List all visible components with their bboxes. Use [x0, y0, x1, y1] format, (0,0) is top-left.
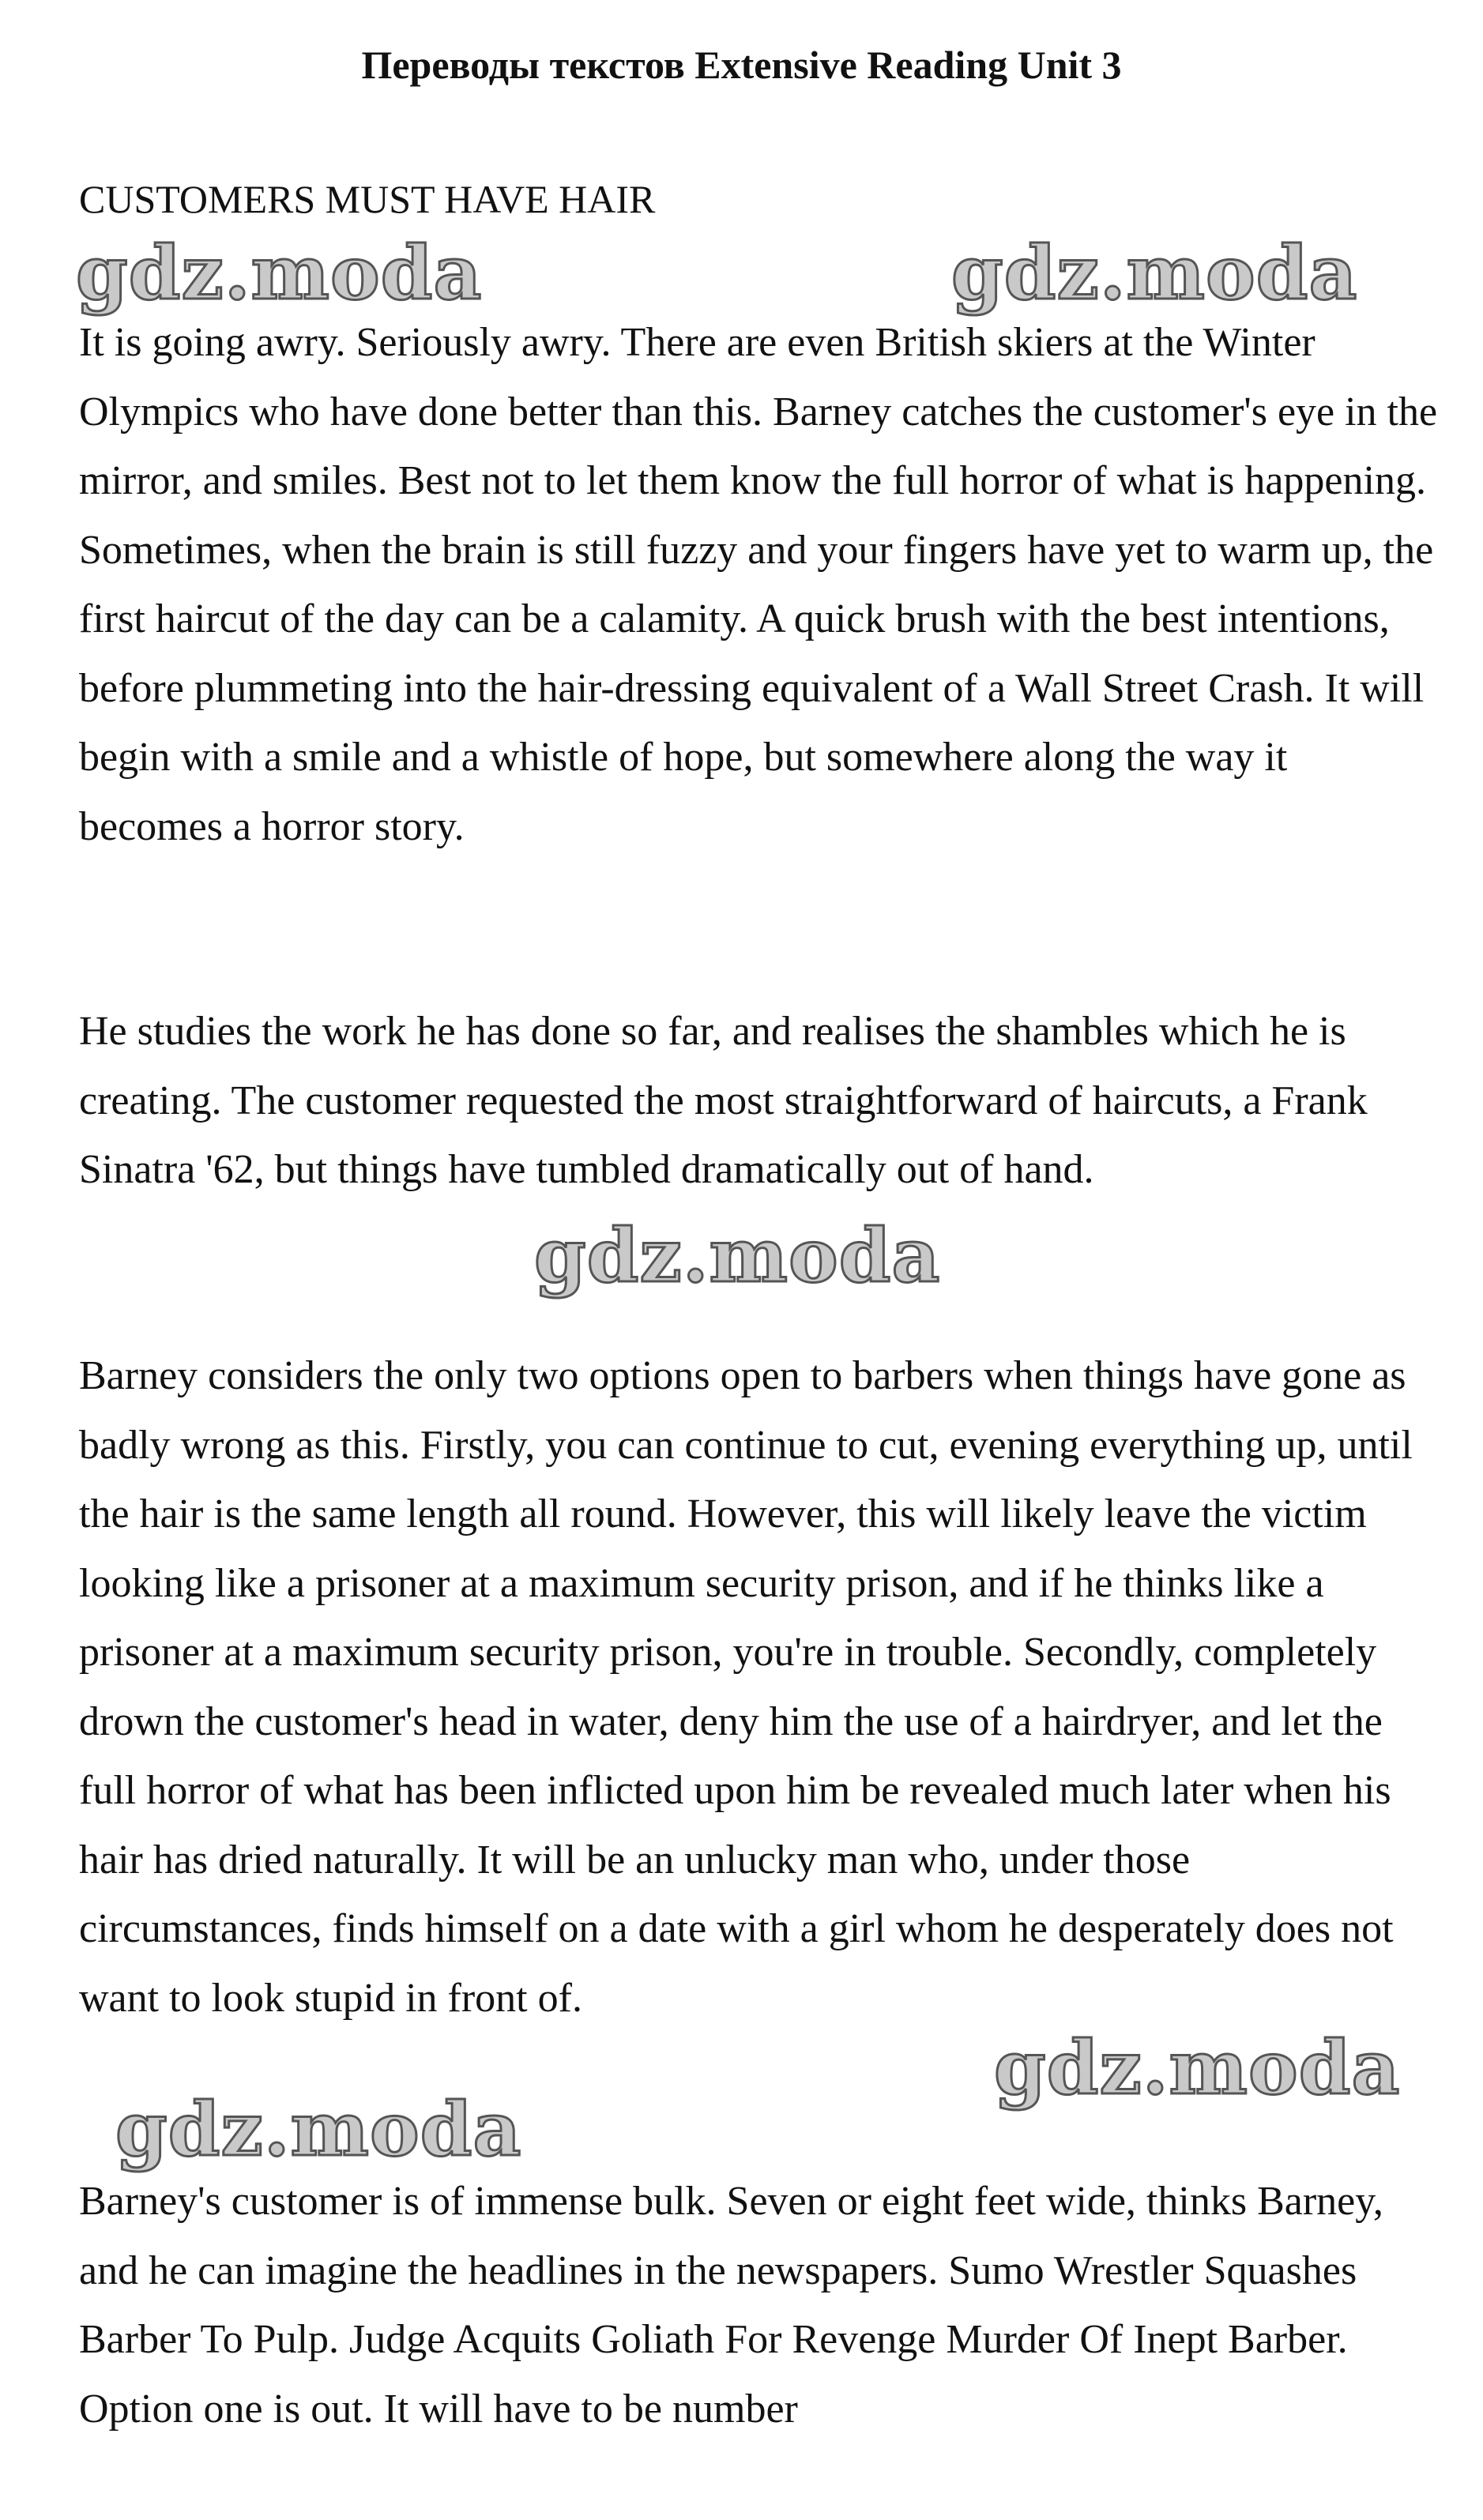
watermark-logo: gdz.moda	[951, 230, 1358, 317]
watermark-logo: gdz.moda	[76, 230, 483, 317]
story-heading: CUSTOMERS MUST HAVE HAIR	[79, 177, 656, 221]
watermark-logo: gdz.moda	[994, 2025, 1401, 2112]
page-title: Переводы текстов Extensive Reading Unit 3	[361, 43, 1122, 87]
story-paragraph-4: Barney's customer is of immense bulk. Seven or eight feet wide, thinks Barney, and he can imagine the headlines in the newspapers. Sumo Wrestler Squashes Barber To Pulp. Judge Acquits Goliath For Revenge Murder Of Inept Barber. Option one is out. It will have to be number	[79, 2179, 1383, 2432]
watermark-logo: gdz.moda	[115, 2086, 522, 2173]
story-paragraph-3: Barney considers the only two options open to barbers when things have gone as badly wrong as this. Firstly, you can continue to cut, evening everything up, until the hair is the same length all round. However, this will likely leave the victim looking like a prisoner at a maximum security prison, and if he thinks like a prisoner at a maximum security prison, you're in trouble. Secondly, completely drown the customer's head in water, deny him the use of a hairdryer, and let the full horror of what has been inflicted upon him be revealed much later when his hair has dried naturally. It will be an unlucky man who, under those circumstances, finds himself on a date with a girl whom he desperately does not want to look stupid in front of.	[79, 1353, 1413, 2021]
story-paragraph-1: It is going awry. Seriously awry. There are even British skiers at the Winter Olympics who have done better than this. Barney catches the customer's eye in the mirror, and smiles. Best not to let them know the full horror of what is happening. Sometimes, when the brain is still fuzzy and your fingers have yet to warm up, the first haircut of the day can be a calamity. A quick brush with the best intentions, before plummeting into the hair-dressing equivalent of a Wall Street Crash. It will begin with a smile and a whistle of hope, but somewhere along the way it becomes a horror story.	[79, 320, 1438, 849]
story-paragraph-2: He studies the work he has done so far, and realises the shambles which he is creating. The customer requested the most straightforward of haircuts, a Frank Sinatra '62, but things have tumbled dramatically out of hand.	[79, 1009, 1368, 1192]
watermark-logo: gdz.moda	[534, 1213, 941, 1299]
